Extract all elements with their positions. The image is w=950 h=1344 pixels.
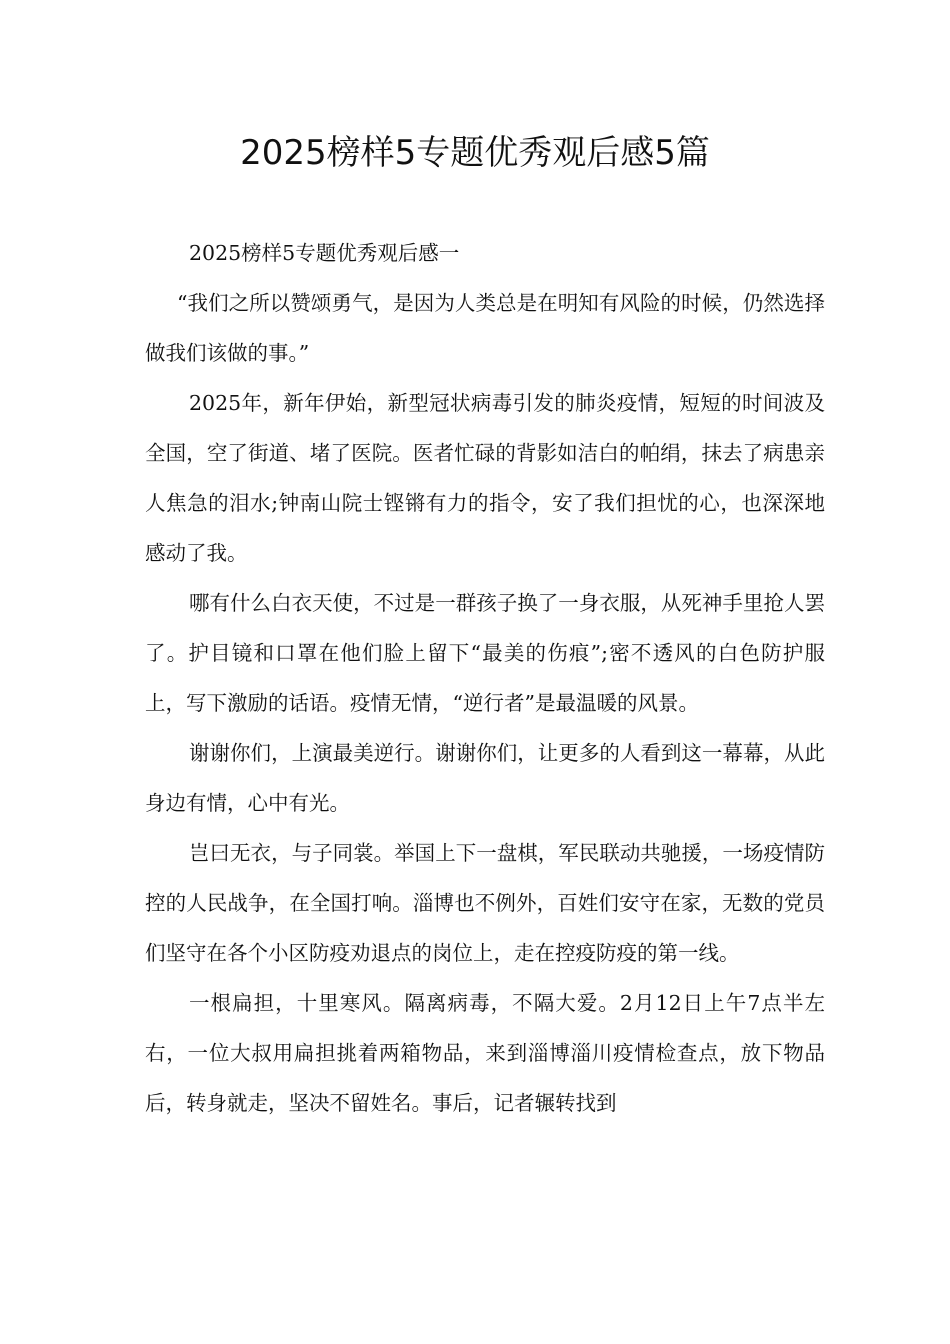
paragraph: 岂曰无衣，与子同裳。举国上下一盘棋，军民联动共驰援，一场疫情防控的人民战争，在全国打响。淄博也不例外，百姓们安守在家，无数的党员们坚守在各个小区防疫劝退点的岗位上，走在控疫防疫的第一线。 [145, 841, 825, 965]
document-body [145, 228, 825, 1128]
paragraph: 谢谢你们，上演最美逆行。谢谢你们，让更多的人看到这一幕幕，从此身边有情，心中有光。 [145, 741, 825, 815]
section-heading: 2025榜样5专题优秀观后感一 [189, 241, 460, 265]
paragraph: 一根扁担，十里寒风。隔离病毒，不隔大爱。2月12日上午7点半左右，一位大叔用扁担挑着两箱物品，来到淄博淄川疫情检查点，放下物品后，转身就走，坚决不留姓名。事后，记者辗转找到 [145, 991, 825, 1115]
paragraph: 哪有什么白衣天使，不过是一群孩子换了一身衣服，从死神手里抢人罢了。护目镜和口罩在他们脸上留下“最美的伤痕”;密不透风的白色防护服上，写下激励的话语。疫情无情，“逆行者”是最温暖的风景。 [145, 591, 825, 715]
paragraph: “我们之所以赞颂勇气，是因为人类总是在明知有风险的时候，仍然选择做我们该做的事。” [145, 291, 825, 365]
document-title: 2025榜样5专题优秀观后感5篇 [240, 133, 710, 173]
paragraph: 2025年，新年伊始，新型冠状病毒引发的肺炎疫情，短短的时间波及全国，空了街道、堵了医院。医者忙碌的背影如洁白的帕绢，抹去了病患亲人焦急的泪水;钟南山院士铿锵有力的指令，安了我们担忧的心，也深深地感动了我。 [145, 391, 825, 565]
